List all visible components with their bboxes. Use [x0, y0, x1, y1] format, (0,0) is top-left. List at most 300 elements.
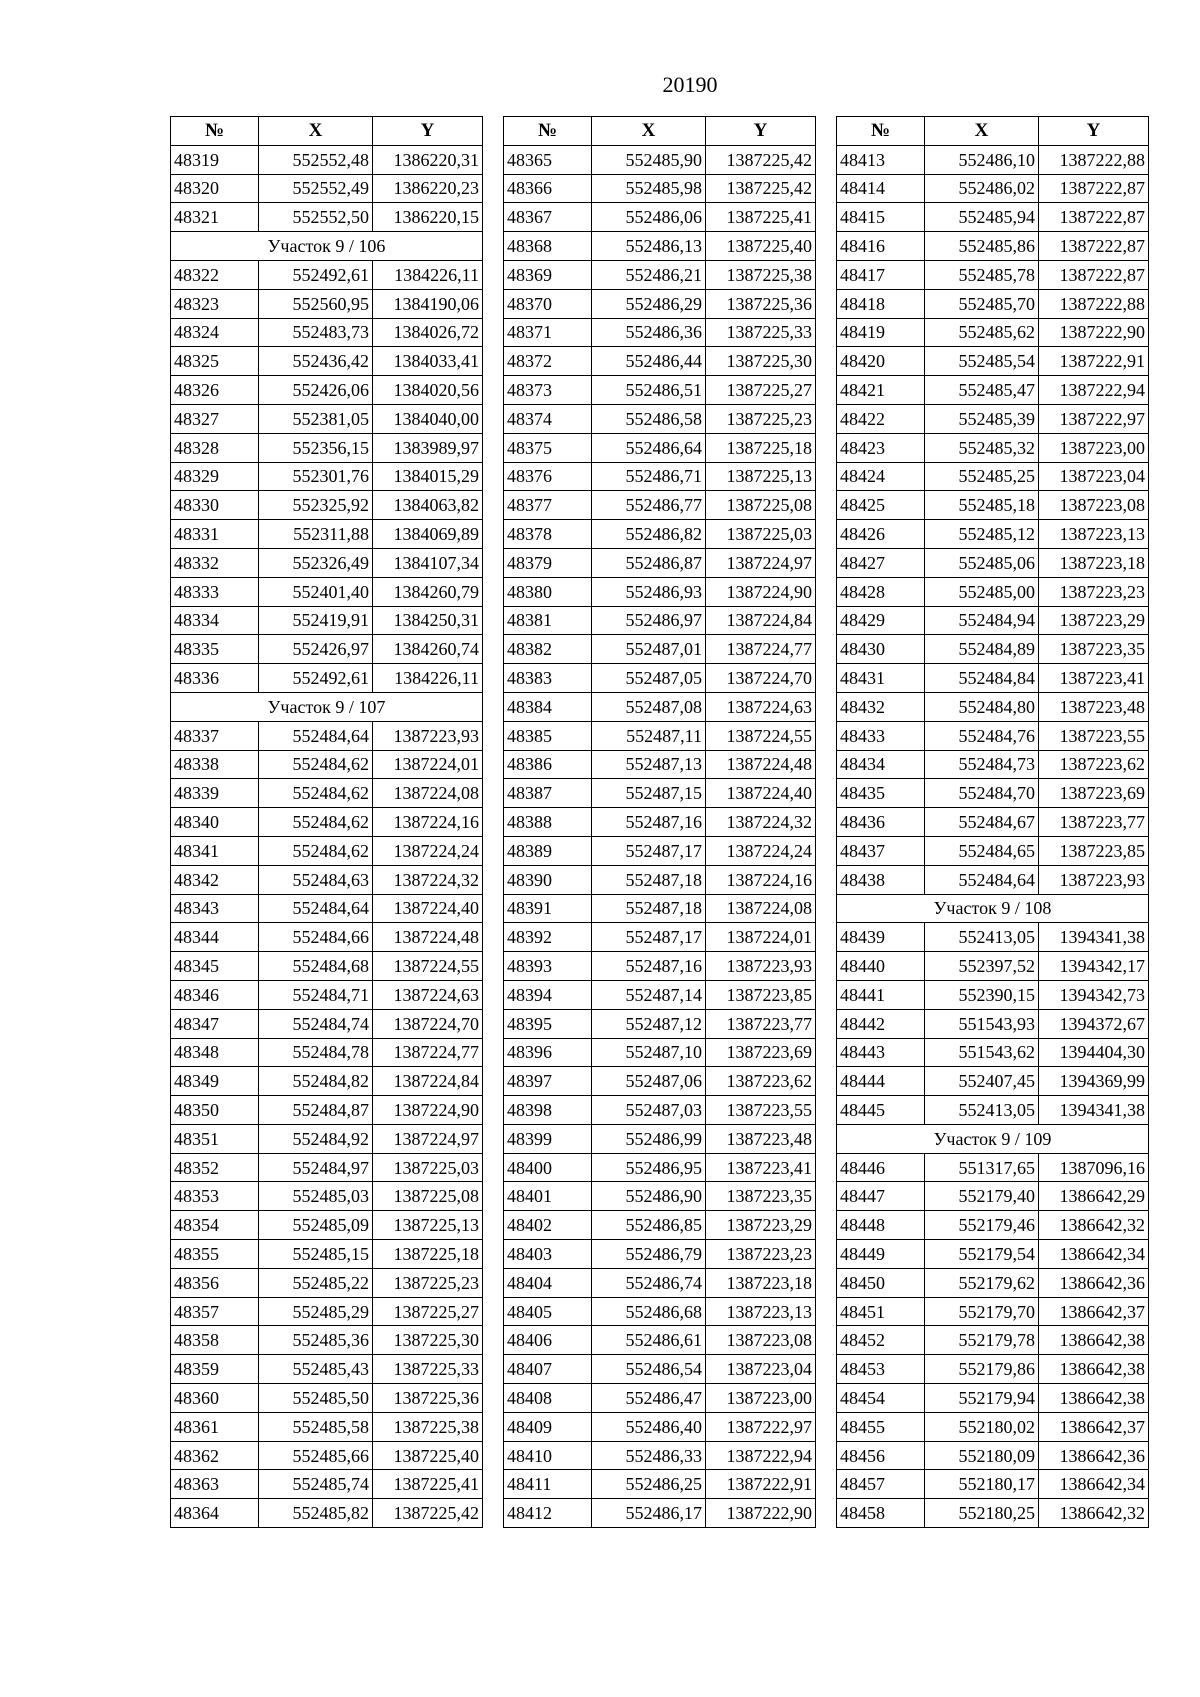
y-coordinate-cell: 1387224,32	[373, 865, 483, 894]
table-row	[837, 664, 1149, 693]
y-coordinate-cell: 1386642,29	[1039, 1182, 1149, 1211]
point-number-cell: 48382	[504, 635, 592, 664]
x-coordinate-cell: 552485,12	[925, 520, 1039, 549]
x-coordinate-cell: 552560,95	[259, 289, 373, 318]
point-number-cell: 48381	[504, 606, 592, 635]
point-number-cell: 48444	[837, 1067, 925, 1096]
x-coordinate-cell: 552485,47	[925, 376, 1039, 405]
table-row	[171, 491, 483, 520]
y-coordinate-cell: 1387225,08	[706, 491, 816, 520]
x-coordinate-cell: 552484,62	[259, 750, 373, 779]
table-row	[171, 923, 483, 952]
x-coordinate-cell: 552486,17	[592, 1499, 706, 1528]
y-coordinate-cell: 1387223,13	[706, 1297, 816, 1326]
y-coordinate-cell: 1384226,11	[373, 260, 483, 289]
x-coordinate-cell: 552487,03	[592, 1096, 706, 1125]
x-coordinate-cell: 552485,70	[925, 289, 1039, 318]
x-coordinate-cell: 552484,65	[925, 836, 1039, 865]
table-row	[504, 203, 816, 232]
point-number-cell: 48327	[171, 404, 259, 433]
table-row	[504, 462, 816, 491]
point-number-cell: 48446	[837, 1153, 925, 1182]
x-coordinate-cell: 552487,17	[592, 923, 706, 952]
y-coordinate-cell: 1384069,89	[373, 520, 483, 549]
point-number-cell: 48397	[504, 1067, 592, 1096]
y-coordinate-cell: 1387224,01	[373, 750, 483, 779]
y-coordinate-cell: 1387224,55	[706, 721, 816, 750]
point-number-cell: 48362	[171, 1441, 259, 1470]
table-row	[171, 1355, 483, 1384]
table-row	[171, 750, 483, 779]
x-coordinate-cell: 552484,64	[925, 865, 1039, 894]
x-coordinate-cell: 552484,78	[259, 1038, 373, 1067]
section-row	[837, 894, 1149, 923]
table-row	[504, 1124, 816, 1153]
x-coordinate-cell: 552484,76	[925, 721, 1039, 750]
y-coordinate-cell: 1384260,74	[373, 635, 483, 664]
table-row	[504, 635, 816, 664]
y-coordinate-cell: 1387224,16	[373, 808, 483, 837]
table-row	[837, 1096, 1149, 1125]
table-row	[504, 1355, 816, 1384]
point-number-cell: 48380	[504, 577, 592, 606]
x-coordinate-cell: 552486,90	[592, 1182, 706, 1211]
point-number-cell: 48350	[171, 1096, 259, 1125]
y-coordinate-cell: 1387225,27	[373, 1297, 483, 1326]
table-row	[837, 1412, 1149, 1441]
point-number-cell: 48423	[837, 433, 925, 462]
table-row	[837, 548, 1149, 577]
x-coordinate-cell: 552487,17	[592, 836, 706, 865]
point-number-cell: 48325	[171, 347, 259, 376]
point-number-cell: 48372	[504, 347, 592, 376]
point-number-cell: 48348	[171, 1038, 259, 1067]
table-row	[171, 1268, 483, 1297]
point-number-cell: 48379	[504, 548, 592, 577]
x-coordinate-cell: 552486,25	[592, 1470, 706, 1499]
y-coordinate-cell: 1384040,00	[373, 404, 483, 433]
point-number-cell: 48437	[837, 836, 925, 865]
table-row	[504, 1067, 816, 1096]
y-coordinate-cell: 1387223,04	[1039, 462, 1149, 491]
x-coordinate-cell: 552487,15	[592, 779, 706, 808]
table-row	[504, 347, 816, 376]
y-coordinate-cell: 1386220,15	[373, 203, 483, 232]
table-row	[837, 289, 1149, 318]
table-row	[837, 376, 1149, 405]
point-number-cell: 48409	[504, 1412, 592, 1441]
point-number-cell: 48427	[837, 548, 925, 577]
point-number-cell: 48395	[504, 1009, 592, 1038]
y-coordinate-cell: 1387225,40	[373, 1441, 483, 1470]
x-coordinate-cell: 552492,61	[259, 664, 373, 693]
y-coordinate-cell: 1387224,97	[373, 1124, 483, 1153]
y-coordinate-cell: 1394342,73	[1039, 980, 1149, 1009]
x-coordinate-cell: 551317,65	[925, 1153, 1039, 1182]
x-coordinate-cell: 552179,62	[925, 1268, 1039, 1297]
table-row	[171, 980, 483, 1009]
y-coordinate-cell: 1387222,87	[1039, 232, 1149, 261]
y-coordinate-cell: 1387223,18	[1039, 548, 1149, 577]
y-coordinate-cell: 1387223,93	[373, 721, 483, 750]
x-coordinate-cell: 552486,93	[592, 577, 706, 606]
header-number: №	[171, 117, 259, 146]
x-coordinate-cell: 552486,74	[592, 1268, 706, 1297]
point-number-cell: 48358	[171, 1326, 259, 1355]
point-number-cell: 48443	[837, 1038, 925, 1067]
table-row	[171, 1499, 483, 1528]
y-coordinate-cell: 1384226,11	[373, 664, 483, 693]
x-coordinate-cell: 552484,64	[259, 721, 373, 750]
y-coordinate-cell: 1387223,18	[706, 1268, 816, 1297]
table-row	[837, 404, 1149, 433]
table-row	[837, 1297, 1149, 1326]
y-coordinate-cell: 1387222,97	[1039, 404, 1149, 433]
y-coordinate-cell: 1387224,48	[706, 750, 816, 779]
y-coordinate-cell: 1394341,38	[1039, 923, 1149, 952]
table-row	[171, 174, 483, 203]
y-coordinate-cell: 1387224,16	[706, 865, 816, 894]
x-coordinate-cell: 552179,78	[925, 1326, 1039, 1355]
point-number-cell: 48357	[171, 1297, 259, 1326]
x-coordinate-cell: 552179,70	[925, 1297, 1039, 1326]
x-coordinate-cell: 552487,16	[592, 808, 706, 837]
y-coordinate-cell: 1387223,35	[1039, 635, 1149, 664]
x-coordinate-cell: 552486,71	[592, 462, 706, 491]
point-number-cell: 48370	[504, 289, 592, 318]
y-coordinate-cell: 1387224,08	[706, 894, 816, 923]
y-coordinate-cell: 1387222,91	[1039, 347, 1149, 376]
x-coordinate-cell: 552180,09	[925, 1441, 1039, 1470]
x-coordinate-cell: 552484,80	[925, 692, 1039, 721]
y-coordinate-cell: 1383989,97	[373, 433, 483, 462]
y-coordinate-cell: 1387225,23	[373, 1268, 483, 1297]
y-coordinate-cell: 1387225,13	[706, 462, 816, 491]
header-row	[837, 117, 1149, 146]
table-row	[504, 1384, 816, 1413]
table-row	[837, 203, 1149, 232]
table-row	[504, 779, 816, 808]
x-coordinate-cell: 552484,89	[925, 635, 1039, 664]
y-coordinate-cell: 1387222,90	[706, 1499, 816, 1528]
y-coordinate-cell: 1384190,06	[373, 289, 483, 318]
point-number-cell: 48378	[504, 520, 592, 549]
x-coordinate-cell: 552485,98	[592, 174, 706, 203]
point-number-cell: 48419	[837, 318, 925, 347]
y-coordinate-cell: 1387224,70	[706, 664, 816, 693]
table-row	[504, 1153, 816, 1182]
y-coordinate-cell: 1387222,87	[1039, 260, 1149, 289]
x-coordinate-cell: 552180,17	[925, 1470, 1039, 1499]
x-coordinate-cell: 552356,15	[259, 433, 373, 462]
x-coordinate-cell: 552486,79	[592, 1240, 706, 1269]
x-coordinate-cell: 552486,68	[592, 1297, 706, 1326]
point-number-cell: 48405	[504, 1297, 592, 1326]
point-number-cell: 48338	[171, 750, 259, 779]
coordinates-table-1	[170, 116, 483, 1528]
table-row	[837, 491, 1149, 520]
y-coordinate-cell: 1387223,23	[1039, 577, 1149, 606]
x-coordinate-cell: 552436,42	[259, 347, 373, 376]
x-coordinate-cell: 552485,82	[259, 1499, 373, 1528]
point-number-cell: 48438	[837, 865, 925, 894]
x-coordinate-cell: 552486,29	[592, 289, 706, 318]
table-row	[504, 145, 816, 174]
y-coordinate-cell: 1387224,97	[706, 548, 816, 577]
x-coordinate-cell: 552485,62	[925, 318, 1039, 347]
y-coordinate-cell: 1387224,90	[373, 1096, 483, 1125]
table-row	[171, 433, 483, 462]
x-coordinate-cell: 552487,05	[592, 664, 706, 693]
table-row	[171, 1182, 483, 1211]
table-row	[504, 1326, 816, 1355]
x-coordinate-cell: 552484,87	[259, 1096, 373, 1125]
y-coordinate-cell: 1394341,38	[1039, 1096, 1149, 1125]
x-coordinate-cell: 552397,52	[925, 952, 1039, 981]
section-label: Участок 9 / 107	[171, 692, 483, 721]
x-coordinate-cell: 552487,12	[592, 1009, 706, 1038]
table-row	[837, 1009, 1149, 1038]
table-row	[504, 1038, 816, 1067]
table-row	[171, 1297, 483, 1326]
x-coordinate-cell: 552487,14	[592, 980, 706, 1009]
x-coordinate-cell: 552484,71	[259, 980, 373, 1009]
point-number-cell: 48422	[837, 404, 925, 433]
x-coordinate-cell: 552484,82	[259, 1067, 373, 1096]
x-coordinate-cell: 552381,05	[259, 404, 373, 433]
y-coordinate-cell: 1387225,23	[706, 404, 816, 433]
y-coordinate-cell: 1384020,56	[373, 376, 483, 405]
header-x: X	[259, 117, 373, 146]
x-coordinate-cell: 552486,54	[592, 1355, 706, 1384]
x-coordinate-cell: 552486,95	[592, 1153, 706, 1182]
y-coordinate-cell: 1394404,30	[1039, 1038, 1149, 1067]
point-number-cell: 48353	[171, 1182, 259, 1211]
x-coordinate-cell: 552485,86	[925, 232, 1039, 261]
x-coordinate-cell: 552485,18	[925, 491, 1039, 520]
x-coordinate-cell: 552390,15	[925, 980, 1039, 1009]
x-coordinate-cell: 552486,51	[592, 376, 706, 405]
point-number-cell: 48360	[171, 1384, 259, 1413]
point-number-cell: 48426	[837, 520, 925, 549]
table-row	[837, 462, 1149, 491]
x-coordinate-cell: 552486,77	[592, 491, 706, 520]
x-coordinate-cell: 552401,40	[259, 577, 373, 606]
x-coordinate-cell: 552552,50	[259, 203, 373, 232]
table-row	[171, 318, 483, 347]
y-coordinate-cell: 1387224,32	[706, 808, 816, 837]
table-row	[837, 1240, 1149, 1269]
point-number-cell: 48343	[171, 894, 259, 923]
table-row	[837, 1499, 1149, 1528]
point-number-cell: 48342	[171, 865, 259, 894]
y-coordinate-cell: 1387223,69	[706, 1038, 816, 1067]
y-coordinate-cell: 1384033,41	[373, 347, 483, 376]
table-row	[837, 174, 1149, 203]
point-number-cell: 48455	[837, 1412, 925, 1441]
header-x: X	[925, 117, 1039, 146]
point-number-cell: 48439	[837, 923, 925, 952]
point-number-cell: 48442	[837, 1009, 925, 1038]
table-row	[504, 894, 816, 923]
point-number-cell: 48371	[504, 318, 592, 347]
x-coordinate-cell: 552485,09	[259, 1211, 373, 1240]
x-coordinate-cell: 552487,13	[592, 750, 706, 779]
table-row	[171, 1412, 483, 1441]
table-row	[504, 232, 816, 261]
point-number-cell: 48341	[171, 836, 259, 865]
y-coordinate-cell: 1386642,38	[1039, 1326, 1149, 1355]
x-coordinate-cell: 552485,74	[259, 1470, 373, 1499]
y-coordinate-cell: 1387222,94	[1039, 376, 1149, 405]
table-row	[171, 145, 483, 174]
table-row	[837, 606, 1149, 635]
x-coordinate-cell: 552485,25	[925, 462, 1039, 491]
y-coordinate-cell: 1387225,42	[706, 145, 816, 174]
x-coordinate-cell: 552484,73	[925, 750, 1039, 779]
point-number-cell: 48411	[504, 1470, 592, 1499]
point-number-cell: 48432	[837, 692, 925, 721]
table-row	[171, 1240, 483, 1269]
y-coordinate-cell: 1387223,93	[1039, 865, 1149, 894]
y-coordinate-cell: 1387222,87	[1039, 174, 1149, 203]
x-coordinate-cell: 552486,97	[592, 606, 706, 635]
point-number-cell: 48331	[171, 520, 259, 549]
table-row	[171, 376, 483, 405]
table-row	[837, 1067, 1149, 1096]
x-coordinate-cell: 552311,88	[259, 520, 373, 549]
x-coordinate-cell: 552487,11	[592, 721, 706, 750]
y-coordinate-cell: 1387222,94	[706, 1441, 816, 1470]
point-number-cell: 48321	[171, 203, 259, 232]
point-number-cell: 48349	[171, 1067, 259, 1096]
y-coordinate-cell: 1387222,97	[706, 1412, 816, 1441]
point-number-cell: 48396	[504, 1038, 592, 1067]
y-coordinate-cell: 1394342,17	[1039, 952, 1149, 981]
y-coordinate-cell: 1387223,55	[1039, 721, 1149, 750]
table-row	[837, 836, 1149, 865]
point-number-cell: 48412	[504, 1499, 592, 1528]
table-row	[837, 923, 1149, 952]
x-coordinate-cell: 552179,94	[925, 1384, 1039, 1413]
point-number-cell: 48356	[171, 1268, 259, 1297]
table-row	[171, 203, 483, 232]
x-coordinate-cell: 552180,02	[925, 1412, 1039, 1441]
table-row	[837, 433, 1149, 462]
point-number-cell: 48355	[171, 1240, 259, 1269]
x-coordinate-cell: 552484,62	[259, 779, 373, 808]
point-number-cell: 48324	[171, 318, 259, 347]
table-row	[837, 318, 1149, 347]
x-coordinate-cell: 552485,22	[259, 1268, 373, 1297]
table-row	[504, 923, 816, 952]
point-number-cell: 48364	[171, 1499, 259, 1528]
table-row	[504, 836, 816, 865]
point-number-cell: 48407	[504, 1355, 592, 1384]
point-number-cell: 48457	[837, 1470, 925, 1499]
coordinates-table-2	[503, 116, 816, 1528]
y-coordinate-cell: 1387224,55	[373, 952, 483, 981]
section-label: Участок 9 / 106	[171, 232, 483, 261]
y-coordinate-cell: 1387224,40	[373, 894, 483, 923]
table-row	[171, 1124, 483, 1153]
table-row	[504, 1096, 816, 1125]
table-row	[504, 1412, 816, 1441]
table-row	[837, 145, 1149, 174]
table-row	[837, 865, 1149, 894]
table-row	[837, 721, 1149, 750]
x-coordinate-cell: 552487,08	[592, 692, 706, 721]
table-row	[504, 520, 816, 549]
table-row	[171, 548, 483, 577]
table-row	[504, 664, 816, 693]
x-coordinate-cell: 552484,70	[925, 779, 1039, 808]
x-coordinate-cell: 552301,76	[259, 462, 373, 491]
section-label: Участок 9 / 108	[837, 894, 1149, 923]
table-row	[837, 1153, 1149, 1182]
point-number-cell: 48347	[171, 1009, 259, 1038]
y-coordinate-cell: 1387225,18	[373, 1240, 483, 1269]
y-coordinate-cell: 1387223,48	[706, 1124, 816, 1153]
header-y: Y	[373, 117, 483, 146]
y-coordinate-cell: 1387225,38	[706, 260, 816, 289]
table-row	[837, 750, 1149, 779]
table-row	[504, 548, 816, 577]
y-coordinate-cell: 1387225,13	[373, 1211, 483, 1240]
point-number-cell: 48421	[837, 376, 925, 405]
y-coordinate-cell: 1386642,32	[1039, 1499, 1149, 1528]
point-number-cell: 48326	[171, 376, 259, 405]
point-number-cell: 48365	[504, 145, 592, 174]
coordinates-table-3	[836, 116, 1149, 1528]
point-number-cell: 48335	[171, 635, 259, 664]
point-number-cell: 48330	[171, 491, 259, 520]
table-row	[171, 404, 483, 433]
x-coordinate-cell: 552325,92	[259, 491, 373, 520]
point-number-cell: 48388	[504, 808, 592, 837]
table-row	[504, 721, 816, 750]
y-coordinate-cell: 1387223,00	[706, 1384, 816, 1413]
table-row	[171, 577, 483, 606]
y-coordinate-cell: 1387223,00	[1039, 433, 1149, 462]
x-coordinate-cell: 552179,46	[925, 1211, 1039, 1240]
y-coordinate-cell: 1387225,36	[373, 1384, 483, 1413]
point-number-cell: 48429	[837, 606, 925, 635]
header-row	[504, 117, 816, 146]
y-coordinate-cell: 1387222,90	[1039, 318, 1149, 347]
x-coordinate-cell: 552552,48	[259, 145, 373, 174]
x-coordinate-cell: 552485,36	[259, 1326, 373, 1355]
table-row	[171, 1211, 483, 1240]
header-y: Y	[1039, 117, 1149, 146]
table-row	[171, 347, 483, 376]
x-coordinate-cell: 552179,86	[925, 1355, 1039, 1384]
y-coordinate-cell: 1387223,08	[1039, 491, 1149, 520]
y-coordinate-cell: 1387223,85	[706, 980, 816, 1009]
x-coordinate-cell: 552484,62	[259, 836, 373, 865]
x-coordinate-cell: 552487,01	[592, 635, 706, 664]
x-coordinate-cell: 552552,49	[259, 174, 373, 203]
table-row	[837, 980, 1149, 1009]
y-coordinate-cell: 1384063,82	[373, 491, 483, 520]
x-coordinate-cell: 552486,85	[592, 1211, 706, 1240]
table-row	[171, 1470, 483, 1499]
x-coordinate-cell: 552485,50	[259, 1384, 373, 1413]
y-coordinate-cell: 1387223,69	[1039, 779, 1149, 808]
section-row	[171, 232, 483, 261]
y-coordinate-cell: 1387224,77	[373, 1038, 483, 1067]
y-coordinate-cell: 1386642,34	[1039, 1470, 1149, 1499]
